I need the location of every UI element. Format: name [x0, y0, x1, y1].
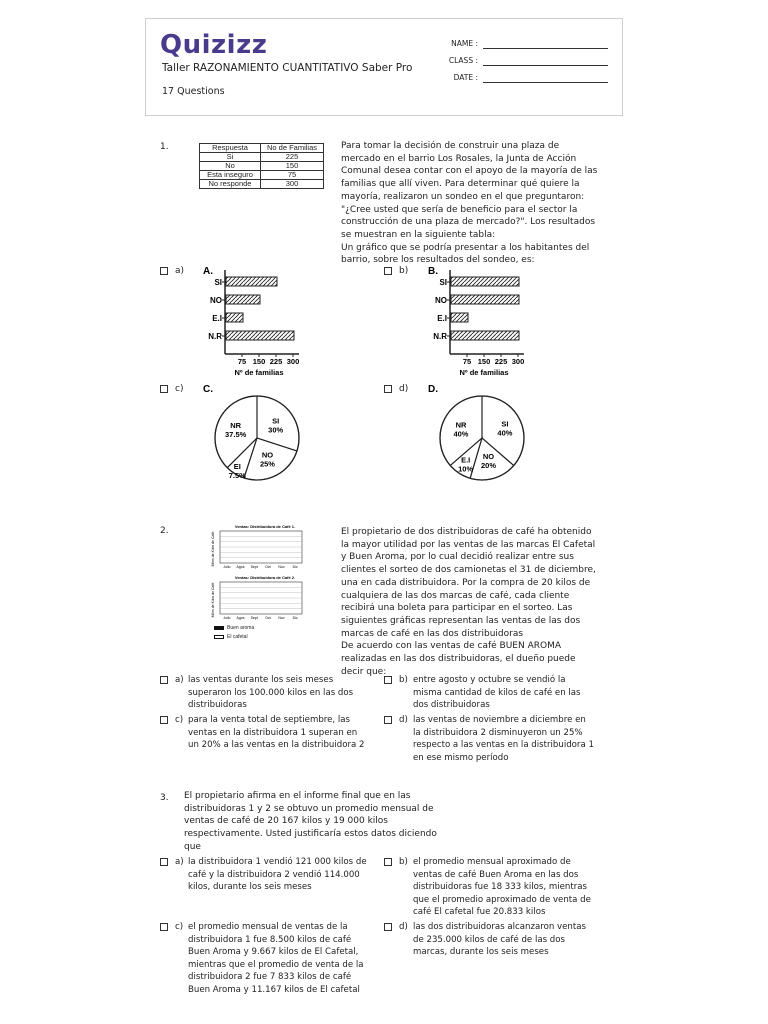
- option-line: un 20% a las ventas en la distribuidora 2: [188, 740, 365, 750]
- legend-swatch: [214, 626, 224, 630]
- x-tick-label: Dic: [292, 616, 298, 620]
- q3-number: 3.: [160, 793, 169, 803]
- bar-chart-a: [195, 262, 325, 380]
- q2-option-c-checkbox[interactable]: [160, 716, 168, 724]
- x-tick-label: 300: [286, 357, 300, 366]
- x-tick-label: Nov: [278, 565, 285, 569]
- option-line: marcas, durante los seis meses: [413, 947, 549, 957]
- x-tick-label: Sept: [250, 565, 258, 569]
- option-line: superaron los 100.000 kilos en las dos: [188, 687, 354, 698]
- q3-prompt-line: que: [184, 841, 201, 852]
- q3-option-d-text: [413, 921, 586, 959]
- q3-option-b-checkbox[interactable]: [384, 858, 392, 866]
- q1-prompt-line: construcción de una plaza de mercado?". Los resultados: [341, 217, 596, 228]
- q1-option-c-checkbox[interactable]: [160, 385, 168, 393]
- x-tick-label: 225: [494, 357, 508, 366]
- q1-option-c-letter: c): [175, 384, 184, 394]
- category-label: SI: [439, 278, 447, 287]
- x-tick-label: 75: [462, 357, 472, 366]
- table-header-row: [200, 144, 324, 153]
- q3-prompt-line: ventas de café de 20 167 kilos y 19 000 kilos: [184, 816, 388, 827]
- x-tick-label: Agos: [236, 565, 245, 569]
- q1-number: 1.: [160, 142, 169, 152]
- option-line: en ese mismo período: [413, 752, 509, 763]
- bar: [451, 295, 519, 304]
- q2-prompt-line: y Buen Aroma, por lo cual decidió realizar entre sus: [341, 552, 574, 563]
- q2-option-b-text: [413, 674, 581, 712]
- q2-option-c-text: [188, 714, 364, 752]
- slice-value-label: 20%: [481, 461, 497, 471]
- q1-prompt-line: Para tomar la decisión de construir una plaza de: [341, 141, 560, 151]
- q1-prompt-line: se muestran en la siguiente tabla:: [341, 229, 496, 240]
- date-field[interactable]: [483, 82, 608, 83]
- option-line: las ventas durante los seis meses: [188, 675, 334, 685]
- legend-item-el-cafetal: [214, 633, 254, 640]
- table-row: [200, 153, 324, 162]
- table-cell: No: [200, 162, 261, 171]
- q3-option-a-checkbox[interactable]: [160, 858, 168, 866]
- option-line: dos distribuidoras: [413, 700, 490, 710]
- q3-prompt: [184, 790, 454, 854]
- q3-option-b-text: [413, 856, 591, 919]
- option-line: café El cafetal fue 20.833 kilos: [413, 907, 546, 917]
- x-tick-label: Nov: [278, 616, 285, 620]
- slice-value-label: 40%: [453, 429, 469, 439]
- category-label: E.I: [212, 314, 222, 323]
- q2-option-c-letter: c): [175, 715, 184, 725]
- slice-value-label: 37.5%: [225, 430, 247, 440]
- table-cell: No responde: [200, 180, 261, 189]
- pie-chart-c: [195, 380, 325, 488]
- bar: [451, 313, 468, 322]
- class-field[interactable]: [483, 65, 608, 66]
- x-tick-label: 75: [237, 357, 247, 366]
- option-line: ventas de café Buen Aroma en las dos: [413, 869, 579, 880]
- option-line: distribuidoras fue 18 333 kilos, mientras: [413, 882, 588, 892]
- q3-prompt-line: distribuidoras 1 y 2 se obtuvo un promedio mensual de: [184, 803, 434, 814]
- q2-prompt-line: realizadas en las dos distribuidoras, el dueño puede: [341, 654, 576, 665]
- legend-swatch: [214, 635, 224, 639]
- coffee-chart-2: [210, 574, 312, 622]
- chart-title: Ventas: Distribuidora de Café 2.: [234, 575, 296, 580]
- q1-option-d-letter: d): [399, 384, 409, 394]
- x-tick-label: 150: [477, 357, 491, 366]
- q2-option-a-letter: a): [175, 675, 184, 685]
- q2-prompt: [341, 526, 605, 678]
- table-header: No de Familias: [261, 144, 324, 153]
- option-line: Buen Aroma y 11.167 kilos de El cafetal: [188, 984, 360, 995]
- option-line: kilos, durante los seis meses: [188, 882, 312, 892]
- bar-chart-b: [420, 262, 550, 380]
- name-field[interactable]: [483, 48, 608, 49]
- slice-label: SI: [501, 419, 509, 429]
- bar: [226, 313, 243, 322]
- option-line: el promedio mensual de ventas de la: [188, 922, 348, 932]
- q1-option-a-letter: a): [175, 266, 185, 276]
- q2-prompt-line: De acuerdo con las ventas de café BUEN AROMA: [341, 641, 561, 652]
- q3-option-d-checkbox[interactable]: [384, 923, 392, 931]
- q2-option-d-text: [413, 714, 594, 764]
- date-label: DATE :: [453, 73, 478, 82]
- x-tick-label: Oct: [265, 616, 271, 620]
- q2-prompt-line: clientes el sorteo de dos camionetas el 31 de diciembre,: [341, 565, 596, 576]
- bar: [226, 295, 260, 304]
- x-axis-label: Nº de familias: [234, 368, 284, 377]
- category-label: E.I: [437, 314, 447, 323]
- x-tick-label: Dic: [292, 565, 298, 569]
- q2-prompt-line: El propietario de dos distribuidoras de café ha obtenido: [341, 527, 592, 537]
- q1-prompt-line: barrio, sobre los resultados del sondeo, es:: [341, 255, 535, 266]
- slice-label: NO: [261, 450, 274, 460]
- option-line: misma cantidad de kilos de café en las: [413, 687, 581, 698]
- bar: [226, 277, 277, 286]
- slice-label: SI: [272, 416, 280, 426]
- slice-value-label: 7.5%: [228, 471, 246, 481]
- bar: [451, 277, 519, 286]
- legend-label: Buen aroma: [227, 624, 255, 631]
- option-line: distribuidora 1 fue 8.500 kilos de café: [188, 934, 352, 945]
- q3-option-a-letter: a): [175, 857, 184, 867]
- q1-prompt-line: Comunal desea contar con el apoyo de la mayoría de las: [341, 166, 598, 177]
- coffee-chart-1: [210, 523, 312, 571]
- category-label: NO: [210, 296, 222, 305]
- q2-option-a-checkbox[interactable]: [160, 676, 168, 684]
- option-line: mientras que el promedio de venta de la: [188, 959, 364, 970]
- q2-prompt-line: decir que:: [341, 666, 387, 677]
- q3-option-c-letter: c): [175, 922, 184, 932]
- x-tick-label: 225: [269, 357, 283, 366]
- q2-number: 2.: [160, 526, 169, 536]
- chart-title: A.: [203, 266, 213, 277]
- option-line: distribuidoras: [188, 700, 247, 710]
- x-tick-label: Julio: [223, 565, 231, 569]
- legend-item-buen-aroma: [214, 624, 254, 631]
- table-row: [200, 180, 324, 189]
- x-tick-label: Agos: [236, 616, 245, 620]
- q1-prompt-line: "¿Cree usted que sería de beneficio para el sector la: [341, 204, 578, 215]
- q1-prompt-line: Un gráfico que se podría presentar a los habitantes del: [341, 242, 590, 253]
- q1-prompt-line: mercado en el barrio Los Rosales, la Junta de Acción: [341, 153, 577, 164]
- q3-option-b-letter: b): [399, 857, 408, 867]
- table-cell: 150: [261, 162, 324, 171]
- q3-option-a-text: [188, 856, 367, 894]
- category-label: N.R: [208, 332, 222, 341]
- legend-label: El cafetal: [227, 633, 248, 640]
- q2-option-d-letter: d): [399, 715, 408, 725]
- table-cell: Esta inseguro: [200, 171, 261, 180]
- q3-prompt-line: respectivamente. Usted justificaría estos datos diciendo: [184, 829, 437, 840]
- slice-value-label: 25%: [259, 459, 275, 469]
- slice-value-label: 10%: [458, 464, 474, 474]
- bar: [451, 331, 519, 340]
- q2-option-d-checkbox[interactable]: [384, 716, 392, 724]
- slice-value-label: 40%: [497, 428, 513, 438]
- chart-title: Ventas: Distribuidora de Café 1.: [234, 524, 296, 529]
- chart-title: D.: [428, 384, 438, 395]
- class-label: CLASS :: [448, 56, 478, 65]
- slice-label: EI: [233, 462, 241, 472]
- q2-option-b-checkbox[interactable]: [384, 676, 392, 684]
- q2-prompt-line: cualquiera de las dos marcas de café, cada cliente: [341, 590, 570, 601]
- q1-prompt: [341, 140, 603, 267]
- y-axis-label: Miles de Kilos de Café: [211, 582, 215, 618]
- chart-title: B.: [428, 266, 438, 277]
- q2-prompt-line: marcas de café en las dos distribuidoras: [341, 628, 524, 639]
- slice-label: NO: [482, 452, 495, 462]
- q1-results-table: [199, 143, 324, 189]
- name-label: NAME :: [451, 39, 478, 48]
- table-cell: 300: [261, 180, 324, 189]
- option-line: la distribuidora 2 disminuyeron un 25%: [413, 727, 583, 738]
- worksheet-title: Taller RAZONAMIENTO CUANTITATIVO Saber Pro: [162, 62, 413, 74]
- option-line: de 235.000 kilos de café de las dos: [413, 934, 565, 945]
- q1-option-a-checkbox[interactable]: [160, 267, 168, 275]
- option-line: el promedio mensual aproximado de: [413, 857, 571, 867]
- option-line: distribuidora 2 fue 7 833 kilos de café: [188, 972, 352, 982]
- q3-option-c-text: [188, 921, 364, 996]
- option-line: la distribuidora 1 vendió 121 000 kilos de: [188, 857, 367, 867]
- slice-label: NR: [455, 420, 467, 430]
- pie-chart-d: [420, 380, 550, 488]
- q1-prompt-line: mayoría, realizaron un sondeo en el que preguntaron:: [341, 191, 585, 202]
- q1-table-wrap: [199, 143, 324, 189]
- x-axis-label: Nº de familias: [459, 368, 509, 377]
- q1-prompt-line: familias que allí viven. Para determinar qué quiere la: [341, 179, 580, 190]
- q2-prompt-line: siguientes gráficas representan las ventas de las dos: [341, 615, 581, 626]
- slice-value-label: 30%: [268, 425, 284, 435]
- option-line: entre agosto y octubre se vendió la: [413, 675, 566, 685]
- quizizz-logo: Quizizz: [160, 30, 268, 60]
- q2-prompt-line: la mayor utilidad por las ventas de las marcas El Cafetal: [341, 539, 596, 550]
- option-line: que el promedio aproximado de venta de: [413, 894, 591, 905]
- category-label: N.R: [433, 332, 447, 341]
- q2-prompt-line: una en cada distribuidora. Por la compra de 20 kilos de: [341, 577, 591, 588]
- table-cell: Si: [200, 153, 261, 162]
- bar: [226, 331, 294, 340]
- q3-prompt-line: El propietario afirma en el informe final que en las: [184, 791, 411, 801]
- q1-option-b-letter: b): [399, 266, 409, 276]
- q3-option-c-checkbox[interactable]: [160, 923, 168, 931]
- x-tick-label: Julio: [223, 616, 231, 620]
- option-line: ventas en la distribuidora 1 superan en: [188, 727, 358, 738]
- category-label: NO: [435, 296, 447, 305]
- question-count: 17 Questions: [162, 86, 225, 97]
- x-tick-label: Sept: [250, 616, 258, 620]
- x-tick-label: 150: [252, 357, 266, 366]
- option-line: las dos distribuidoras alcanzaron ventas: [413, 922, 586, 932]
- chart-title: C.: [203, 384, 213, 395]
- q1-option-d-checkbox[interactable]: [384, 385, 392, 393]
- q3-option-d-letter: d): [399, 922, 408, 932]
- q1-option-b-checkbox[interactable]: [384, 267, 392, 275]
- table-cell: 225: [261, 153, 324, 162]
- option-line: café y la distribuidora 2 vendió 114.000: [188, 869, 360, 880]
- x-tick-label: Oct: [265, 565, 271, 569]
- x-tick-label: 300: [511, 357, 525, 366]
- coffee-legend: [214, 624, 254, 640]
- category-label: SI: [214, 278, 222, 287]
- table-cell: 75: [261, 171, 324, 180]
- option-line: respecto a las ventas en la distribuidora 1: [413, 740, 594, 750]
- q2-option-a-text: [188, 674, 353, 712]
- table-header: Respuesta: [200, 144, 261, 153]
- slice-label: E.I: [461, 455, 471, 465]
- option-line: las ventas de noviembre a diciembre en: [413, 715, 586, 725]
- q2-prompt-line: recibirá una boleta para participar en el sorteo. Las: [341, 603, 573, 614]
- y-axis-label: Miles de Kilos de Café: [211, 531, 215, 567]
- option-line: para la venta total de septiembre, las: [188, 715, 350, 725]
- option-line: Buen Aroma y 9.667 kilos de El Cafetal,: [188, 947, 359, 957]
- slice-label: NR: [230, 421, 242, 431]
- q2-option-b-letter: b): [399, 675, 408, 685]
